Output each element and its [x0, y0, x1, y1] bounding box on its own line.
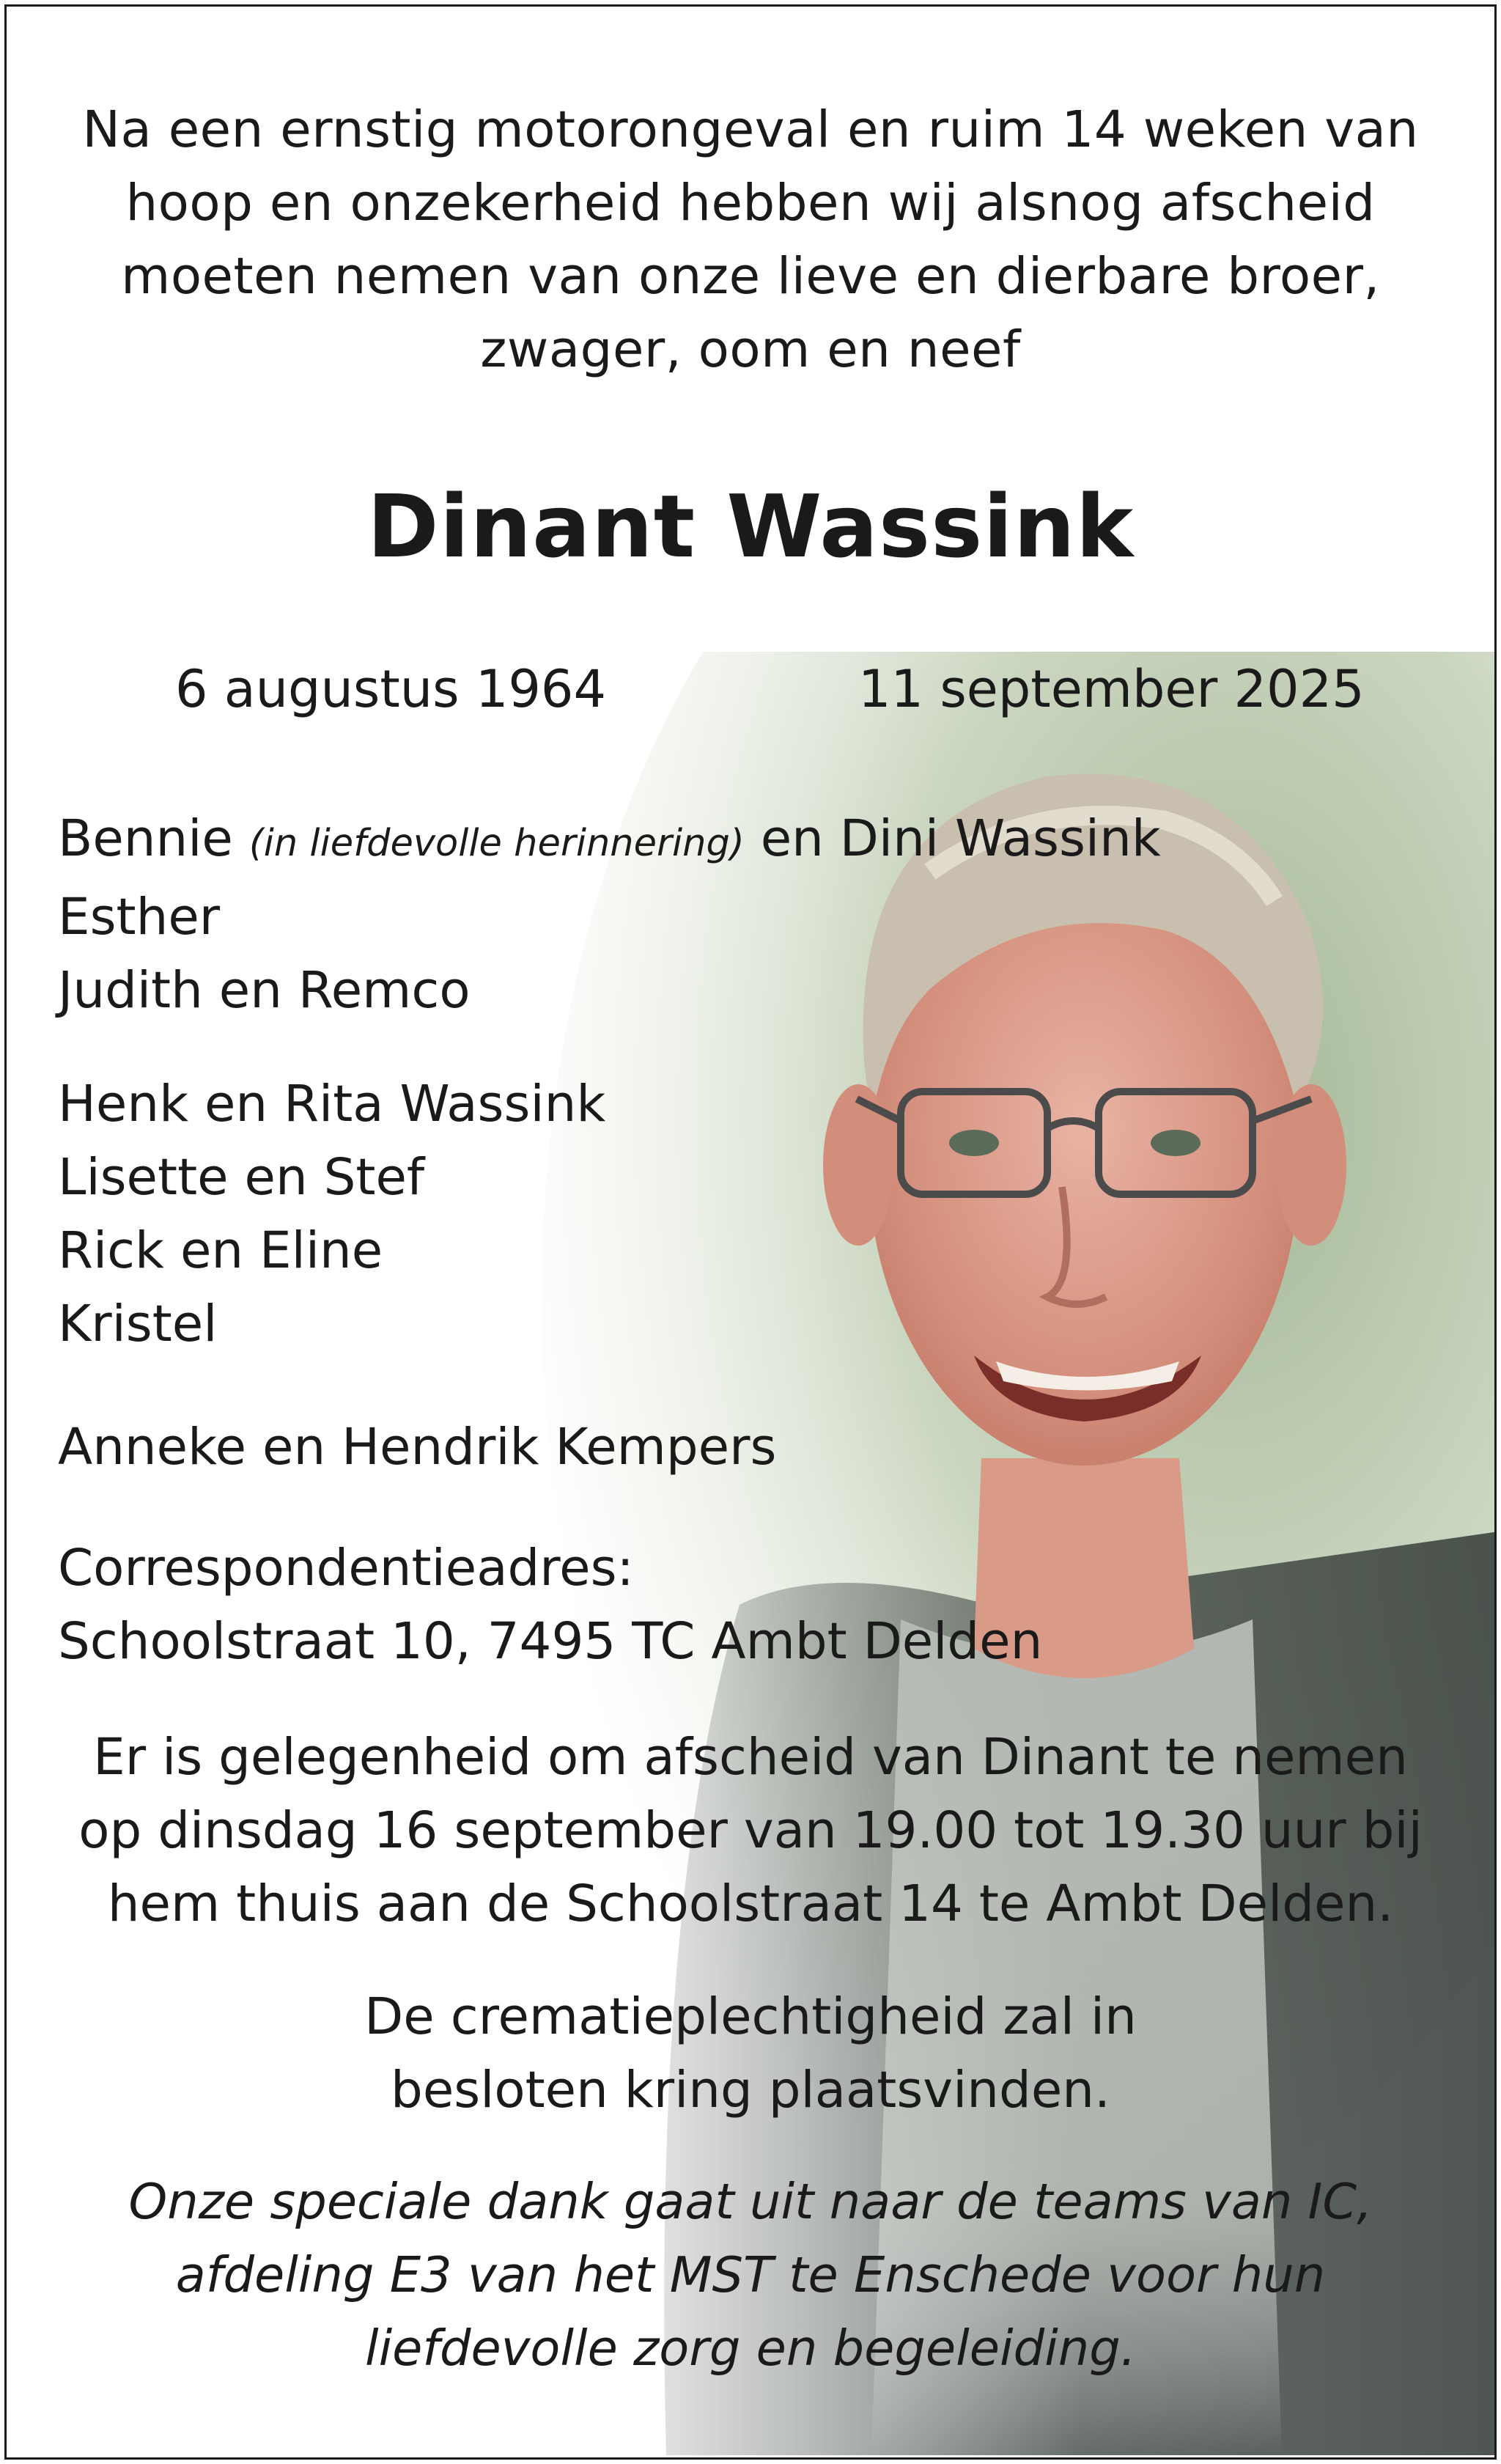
family-line: Esther [58, 888, 221, 946]
family-name: en Dini Wassink [760, 809, 1161, 868]
thanks-note [7, 2165, 1494, 2385]
announcement-frame [4, 4, 1497, 2460]
family-group-2 [58, 1067, 605, 1361]
cremation-line: De crematieplechtigheid zal in [364, 1987, 1137, 2046]
family-line: Kristel [58, 1295, 218, 1353]
family-name: Bennie [58, 809, 233, 868]
thanks-line: liefdevolle zorg en begeleiding. [364, 2320, 1137, 2377]
family-line: Henk en Rita Wassink [58, 1075, 606, 1133]
farewell-info [7, 1721, 1494, 1941]
thanks-line: afdeling E3 van het MST te Enschede voor hun [175, 2246, 1326, 2303]
intro-line: hoop en onzekerheid hebben wij alsnog afscheid [125, 174, 1376, 232]
cremation-info [7, 1980, 1494, 2127]
family-line: Lisette en Stef [58, 1148, 425, 1207]
intro-line: Na een ernstig motorongeval en ruim 14 weken van [82, 100, 1419, 159]
family-line: Rick en Eline [58, 1221, 383, 1280]
farewell-line: op dinsdag 16 september van 19.00 tot 19.30 uur bij [78, 1801, 1423, 1860]
family-group-3 [58, 1411, 776, 1484]
farewell-line: Er is gelegenheid om afscheid van Dinant te nemen [93, 1728, 1408, 1787]
family-line [58, 802, 1161, 880]
family-line: Judith en Remco [58, 961, 471, 1020]
memorial-note: (in liefdevolle herinnering) [248, 822, 745, 865]
correspondence-label: Correspondentieadres: [58, 1539, 634, 1597]
intro-text [7, 93, 1494, 386]
family-line: Anneke en Hendrik Kempers [58, 1418, 777, 1476]
intro-line: zwager, oom en neef [480, 320, 1021, 379]
death-date: 11 september 2025 [858, 659, 1365, 719]
farewell-line: hem thuis aan de Schoolstraat 14 te Ambt Delden. [107, 1875, 1394, 1933]
address-text: Schoolstraat 10, 7495 TC Ambt Delden [58, 1612, 1043, 1671]
family-group-1 [58, 802, 1161, 1027]
deceased-name: Dinant Wassink [366, 476, 1135, 577]
intro-line: moeten nemen van onze lieve en dierbare broer, [121, 247, 1380, 306]
cremation-line: besloten kring plaatsvinden. [391, 2061, 1110, 2119]
birth-date: 6 augustus 1964 [175, 659, 606, 719]
thanks-line: Onze speciale dank gaat uit naar de teams van IC, [128, 2173, 1373, 2230]
correspondence-address [58, 1531, 1042, 1678]
